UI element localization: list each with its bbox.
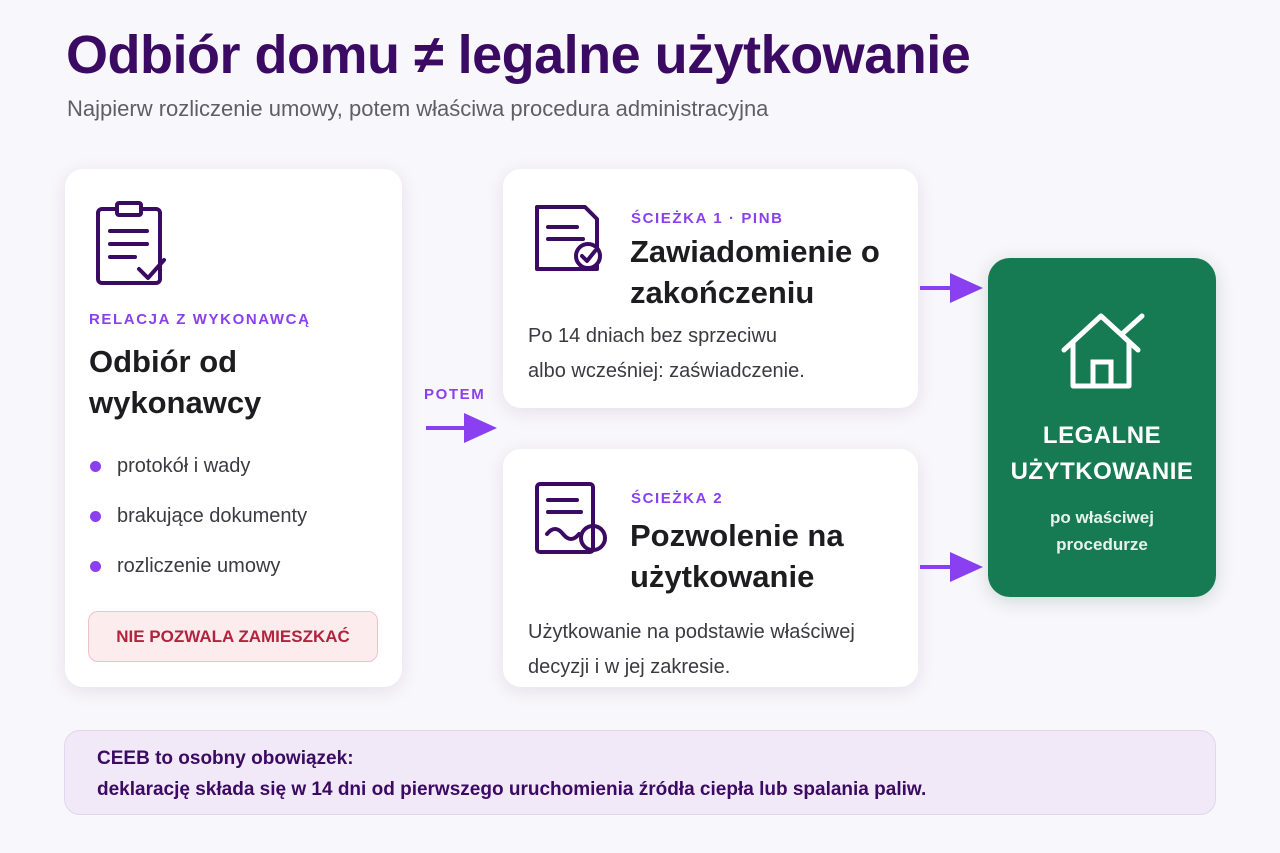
contractor-card bbox=[65, 169, 402, 687]
list-item: brakujące dokumenty bbox=[89, 501, 307, 551]
page-subtitle: Najpierw rozliczenie umowy, potem właściwa procedura administracyjna bbox=[67, 96, 769, 121]
path2-card bbox=[503, 449, 918, 687]
path1-description: Po 14 dniach bez sprzeciwu albo wcześniej: zaświadczenie. bbox=[528, 325, 805, 382]
path1-eyebrow: ŚCIEŻKA 1 · PINB bbox=[631, 210, 784, 227]
result-subtitle: po właściwej procedurze bbox=[1050, 508, 1154, 554]
result-title: LEGALNE UŻYTKOWANIE bbox=[1010, 422, 1194, 485]
page-title: Odbiór domu ≠ legalne użytkowanie bbox=[66, 25, 971, 85]
note-body: deklarację składa się w 14 dni od pierwszego uruchomienia źródła ciepła lub spalania paliw. bbox=[97, 779, 927, 800]
result-card bbox=[988, 258, 1216, 597]
warning-badge: NIE POZWALA ZAMIESZKAĆ bbox=[88, 611, 378, 662]
ceeb-note bbox=[64, 730, 1216, 815]
note-heading: CEEB to osobny obowiązek: bbox=[97, 748, 354, 769]
connector-label: POTEM bbox=[424, 386, 486, 403]
path1-title: Zawiadomienie o zakończeniu bbox=[630, 234, 880, 310]
path2-title: Pozwolenie na użytkowanie bbox=[630, 518, 844, 594]
contractor-title: Odbiór od wykonawcy bbox=[89, 344, 262, 420]
arrow-right-icon bbox=[426, 412, 498, 444]
path2-description: Użytkowanie na podstawie właściwej decyzji i w jej zakresie. bbox=[528, 621, 855, 678]
document-check-icon bbox=[533, 205, 605, 271]
clipboard-check-icon bbox=[95, 201, 167, 287]
house-icon bbox=[1060, 310, 1146, 390]
document-stamp-icon bbox=[533, 482, 609, 556]
list-item: protokół i wady bbox=[89, 451, 307, 501]
arrow-right-icon bbox=[920, 272, 984, 304]
contractor-bullet-list bbox=[89, 451, 307, 601]
arrow-right-icon bbox=[920, 551, 984, 583]
path1-card bbox=[503, 169, 918, 408]
contractor-eyebrow: RELACJA Z WYKONAWCĄ bbox=[89, 311, 311, 328]
path2-eyebrow: ŚCIEŻKA 2 bbox=[631, 490, 724, 507]
list-item: rozliczenie umowy bbox=[89, 551, 307, 601]
